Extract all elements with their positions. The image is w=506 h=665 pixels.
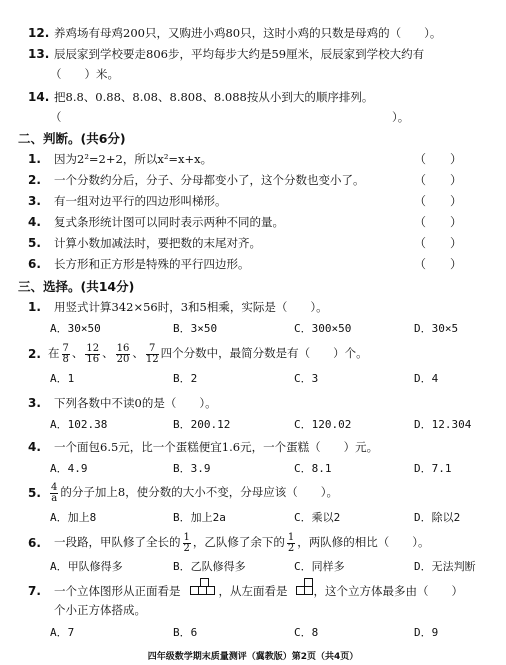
option-b[interactable]: B．3.9 bbox=[173, 462, 211, 475]
answer-paren: （ ） bbox=[413, 215, 462, 229]
option-a[interactable]: A．4.9 bbox=[50, 462, 88, 475]
question-number: 3. bbox=[28, 396, 41, 410]
question-number: 5. bbox=[28, 486, 41, 500]
question-number: 3. bbox=[28, 194, 41, 208]
option-a[interactable]: A．甲队修得多 bbox=[50, 560, 123, 573]
question-number: 5. bbox=[28, 236, 41, 250]
question-text: $\frac{4}{a}$ 的分子加上8，使分数的大小不变，分母应该（ ）。 bbox=[51, 481, 338, 504]
question-number: 2. bbox=[28, 173, 41, 187]
question-number: 6. bbox=[28, 536, 41, 550]
question-number: 2. bbox=[28, 347, 41, 361]
question-text: 在 $\frac{7}{8}$ 、 $\frac{12}{16}$ 、 $\frac{16}{20}$ 、 $\frac{7}{12}$ 四个分数中，最简分数是有（ ）个。 bbox=[48, 342, 368, 365]
option-d[interactable]: D．4 bbox=[414, 372, 439, 385]
question-text: 因为2²=2+2，所以x²=x+x。 bbox=[54, 152, 213, 166]
question-number: 4. bbox=[28, 440, 41, 454]
option-c[interactable]: C．乘以2 bbox=[294, 511, 341, 524]
question-text: 一个面包6.5元，比一个蛋糕便宜1.6元，一个蛋糕（ ）元。 bbox=[54, 440, 379, 454]
question-number: 12. bbox=[28, 26, 50, 40]
option-b[interactable]: B．6 bbox=[173, 626, 198, 639]
question-text: 个小正方体搭成。 bbox=[54, 603, 146, 617]
option-d[interactable]: D．无法判断 bbox=[414, 560, 476, 573]
question-post: 四个分数中，最简分数是有（ ）个。 bbox=[160, 346, 368, 360]
question-text: 把8.8、0.88、8.08、8.808、8.088按从小到大的顺序排列。 bbox=[54, 90, 374, 104]
question-text: 一段路，甲队修了全长的 $\frac{1}{2}$ ，乙队修了余下的 $\frac{1}{2}$ ，两队修的相比（ ）。 bbox=[54, 531, 430, 554]
fraction: $\frac{16}{20}$ bbox=[116, 342, 130, 365]
option-d[interactable]: D．12.304 bbox=[414, 418, 472, 431]
question-text: 计算小数加减法时，要把数的末尾对齐。 bbox=[54, 236, 261, 250]
answer-paren: （ ） bbox=[413, 152, 462, 166]
fraction: $\frac{7}{8}$ bbox=[62, 342, 69, 365]
question-text: 复式条形统计图可以同时表示两种不同的量。 bbox=[54, 215, 284, 229]
option-c[interactable]: C．8 bbox=[294, 626, 319, 639]
section-title: 二、判断。(共6分) bbox=[18, 131, 126, 146]
answer-paren: （ ） bbox=[413, 173, 462, 187]
question-number: 7. bbox=[28, 584, 41, 598]
option-c[interactable]: C．同样多 bbox=[294, 560, 345, 573]
option-c[interactable]: C．120.02 bbox=[294, 418, 352, 431]
answer-paren-open: （ bbox=[50, 110, 62, 124]
option-a[interactable]: A．30×50 bbox=[50, 322, 101, 335]
question-number: 6. bbox=[28, 257, 41, 271]
option-b[interactable]: B．200.12 bbox=[173, 418, 231, 431]
answer-paren: （ ） bbox=[413, 236, 462, 250]
question-number: 1. bbox=[28, 300, 41, 314]
question-text: 用竖式计算342×56时，3和5相乘，实际是（ ）。 bbox=[54, 300, 328, 314]
option-c[interactable]: C．3 bbox=[294, 372, 319, 385]
fraction: $\frac{7}{12}$ bbox=[145, 342, 159, 365]
question-number: 1. bbox=[28, 152, 41, 166]
section-title: 三、选择。(共14分) bbox=[18, 279, 135, 294]
option-d[interactable]: D．30×5 bbox=[414, 322, 459, 335]
option-d[interactable]: D．7.1 bbox=[414, 462, 452, 475]
option-a[interactable]: A．7 bbox=[50, 626, 75, 639]
answer-paren: （ ） bbox=[413, 194, 462, 208]
fraction: $\frac{1}{2}$ bbox=[183, 531, 190, 554]
option-d[interactable]: D．9 bbox=[414, 626, 439, 639]
option-c[interactable]: C．8.1 bbox=[294, 462, 332, 475]
question-text: 下列各数中不读0的是（ ）。 bbox=[54, 396, 217, 410]
page-footer: 四年级数学期末质量测评（冀教版）第2页（共4页） bbox=[147, 652, 359, 662]
question-text: 一个立体图形从正面看是 ，从左面看是 ，这个立方体最多由（ ） bbox=[54, 584, 463, 598]
question-text: （ ）米。 bbox=[50, 67, 119, 81]
option-b[interactable]: B．3×50 bbox=[173, 322, 218, 335]
question-number: 4. bbox=[28, 215, 41, 229]
option-a[interactable]: A．102.38 bbox=[50, 418, 108, 431]
option-a[interactable]: A．加上8 bbox=[50, 511, 97, 524]
option-c[interactable]: C．300×50 bbox=[294, 322, 352, 335]
question-text: 养鸡场有母鸡200只，又购进小鸡80只，这时小鸡的只数是母鸡的（ ）。 bbox=[54, 26, 442, 40]
question-pre: 在 bbox=[48, 346, 60, 360]
option-a[interactable]: A．1 bbox=[50, 372, 75, 385]
fraction: $\frac{4}{a}$ bbox=[51, 481, 58, 504]
fraction: $\frac{12}{16}$ bbox=[86, 342, 100, 365]
option-b[interactable]: B．加上2a bbox=[173, 511, 226, 524]
answer-paren-close: ）。 bbox=[392, 110, 410, 124]
option-b[interactable]: B．2 bbox=[173, 372, 198, 385]
option-d[interactable]: D．除以2 bbox=[414, 511, 461, 524]
question-text: 辰辰家到学校要走806步，平均每步大约是59厘米，辰辰家到学校大约有 bbox=[54, 47, 425, 61]
fraction: $\frac{1}{2}$ bbox=[287, 531, 295, 554]
question-text: 长方形和正方形是特殊的平行四边形。 bbox=[54, 257, 250, 271]
answer-paren: （ ） bbox=[413, 257, 462, 271]
question-number: 13. bbox=[28, 47, 50, 61]
question-number: 14. bbox=[28, 90, 50, 104]
question-text: 有一组对边平行的四边形叫梯形。 bbox=[54, 194, 227, 208]
question-text: 一个分数约分后，分子、分母都变小了，这个分数也变小了。 bbox=[54, 173, 365, 187]
option-b[interactable]: B．乙队修得多 bbox=[173, 560, 246, 573]
